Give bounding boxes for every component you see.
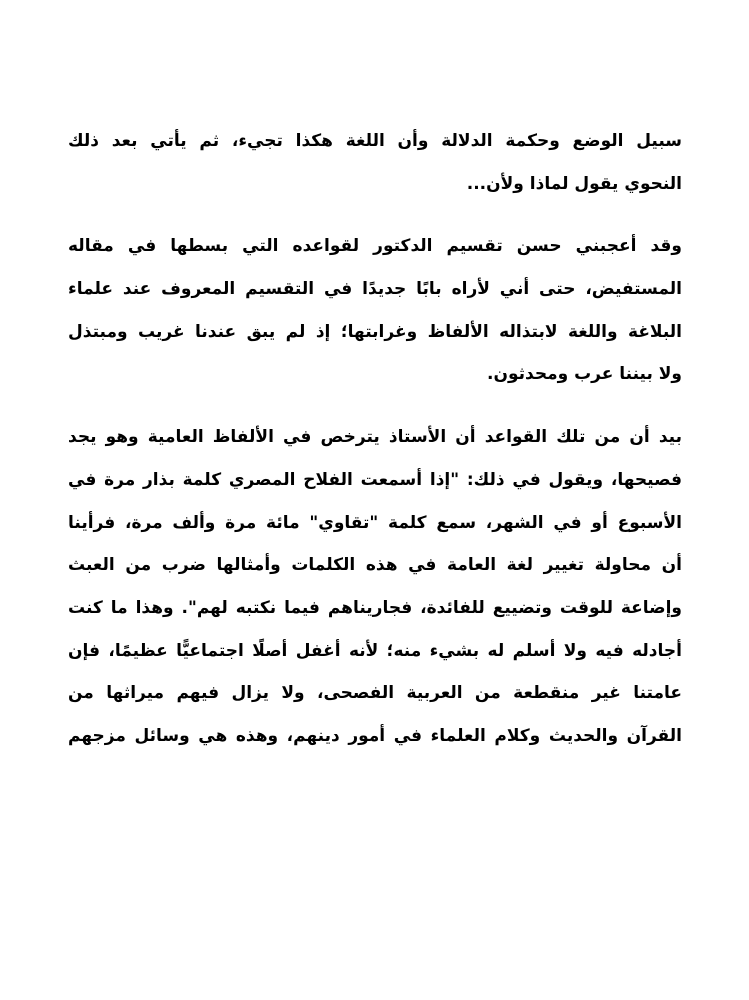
paragraph-3 (68, 416, 682, 758)
text-line: بيد أن من تلك القواعد أن الأستاذ يترخص في الألفاظ العامية وهو يجد (68, 427, 682, 448)
text-line: فصيحها، ويقول في ذلك: "إذا أسمعت الفلاح المصري كلمة بذار مرة في (68, 469, 682, 490)
text-line: النحوي يقول لماذا ولأن... (466, 173, 682, 194)
text-line: القرآن والحديث وكلام العلماء في أمور دينهم، وهذه هي وسائل مزجهم (68, 725, 682, 746)
text-line: الأسبوع أو في الشهر، سمع كلمة "تقاوي" مائة مرة وألف مرة، فرأينا (68, 512, 682, 533)
text-line: ولا بيننا عرب ومحدثون. (486, 364, 682, 385)
text-line: وإضاعة للوقت وتضييع للفائدة، فجاريناهم فيما نكتبه لهم". وهذا ما كنت (68, 597, 682, 618)
text-line: أن محاولة تغيير لغة العامة في هذه الكلمات وأمثالها ضرب من العبث (68, 555, 682, 576)
text-line: عامتنا غير منقطعة من العربية الفصحى، ولا يزال فيهم ميراثها من (68, 683, 682, 704)
text-line: أجادله فيه ولا أسلم له بشيء منه؛ لأنه أغفل أصلًا اجتماعيًّا عظيمًا، فإن (68, 640, 682, 661)
text-line: المستفيض، حتى أني لأراه بابًا جديدًا في التقسيم المعروف عند علماء (68, 279, 682, 300)
text-line: البلاغة واللغة لابتذاله الألفاظ وغرابتها؛ إذ لم يبق عندنا غريب ومبتذل (68, 321, 682, 342)
text-line: سبيل الوضع وحكمة الدلالة وأن اللغة هكذا تجيء، ثم يأتي بعد ذلك (68, 131, 682, 151)
text-line: وقد أعجبني حسن تقسيم الدكتور لقواعده التي بسطها في مقاله (68, 236, 682, 257)
paragraph-1 (68, 120, 682, 205)
paragraph-2 (68, 225, 682, 396)
document-page (68, 120, 682, 778)
